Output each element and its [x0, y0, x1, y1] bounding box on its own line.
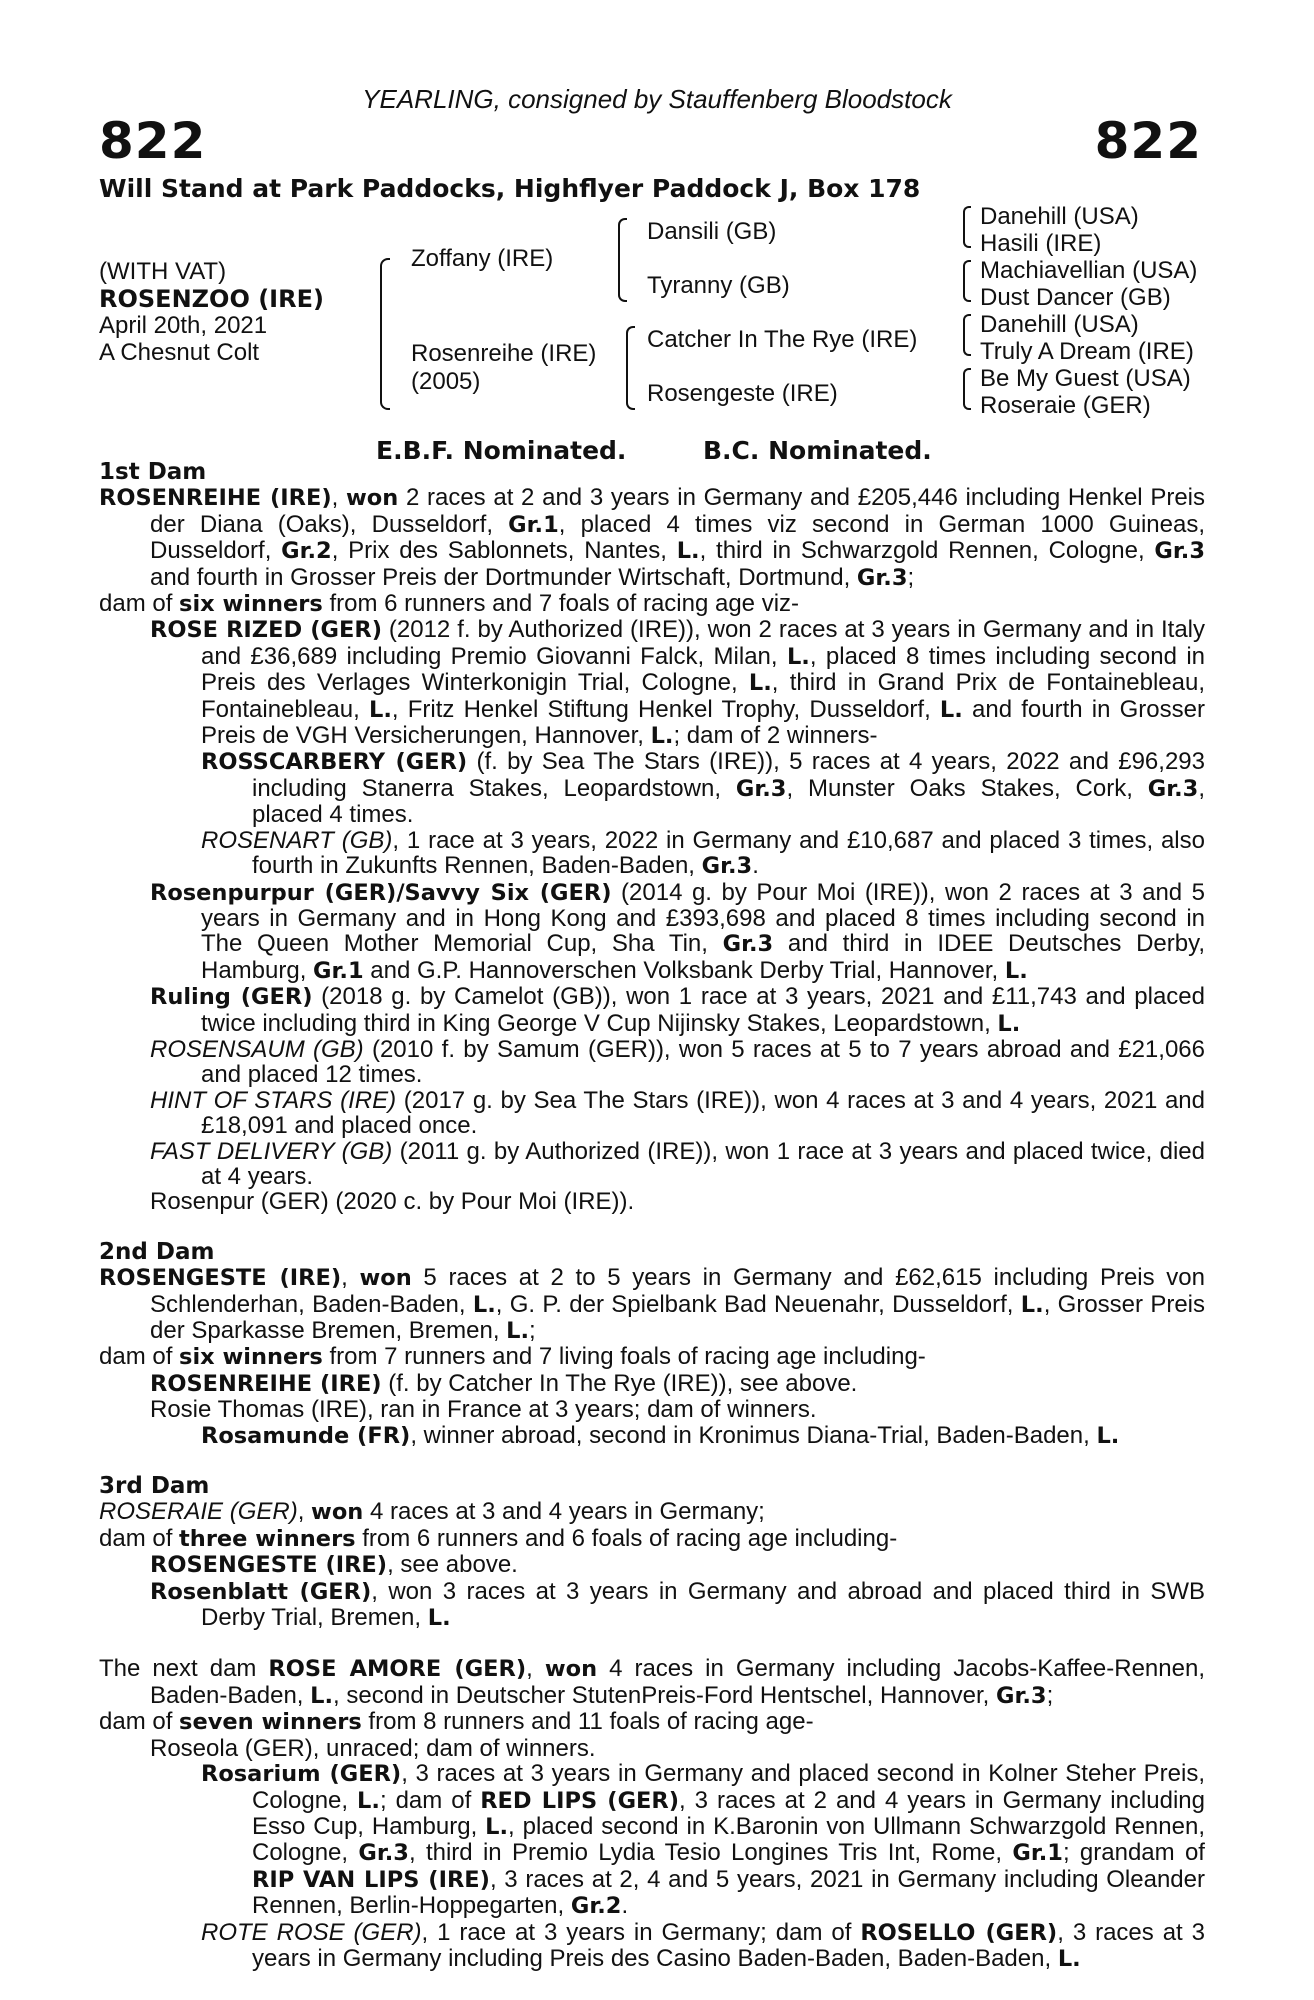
progeny-fast-delivery: FAST DELIVERY (GB) (2011 g. by Authorized (IRE)), won 1 race at 3 years and placed twice, died at 4 years. [150, 1137, 1205, 1190]
pedigree-brace-ds [963, 314, 971, 356]
bc-nomination: B.C. Nominated. [703, 436, 932, 465]
third-dam-para: ROSERAIE (GER), won 4 races at 3 and 4 years in Germany; [99, 1498, 765, 1526]
second-dam-progeny-rosenreihe: ROSENREIHE (IRE) (f. by Catcher In The Rye (IRE)), see above. [150, 1369, 858, 1397]
progeny-ruling: Ruling (GER) (2018 g. by Camelot (GB)), won 1 race at 3 years, 2021 and £11,743 and placed twice including third in King George V Cup Nijinsky Stakes, Leopardstown, L. [150, 983, 1205, 1037]
pedigree-dam-dam: Rosengeste (IRE) [647, 380, 838, 407]
next-dam-progeny-roseola: Roseola (GER), unraced; dam of winners. [150, 1734, 596, 1762]
pedigree-ggs-2: Hasili (IRE) [980, 230, 1102, 257]
progeny-rose-rized: ROSE RIZED (GER) (2012 f. by Authorized (IRE)), won 2 races at 3 years in Germany and in Italy and £36,689 including Premio Giovanni Falck, Milan, L., placed 8 times including second in Preis des Verlages Winterkonigin Trial, Cologne, L., third in Grand Prix de Fontainebleau, Fontainebleau, L., Fritz Henkel Stiftung Henkel Trophy, Dusseldorf, L. and fourth in Grosser Preis de VGH Versicherungen, Hannover, L.; dam of 2 winners- [150, 616, 1206, 750]
progeny-rosenpur: Rosenpur (GER) (2020 c. by Pour Moi (IRE)). [150, 1188, 635, 1216]
pedigree-brace-main [380, 258, 390, 410]
pedigree-sire-sire: Dansili (GB) [647, 218, 777, 245]
pedigree-dam: Rosenreihe (IRE) [411, 340, 597, 367]
pedigree-ggs-7: Be My Guest (USA) [980, 365, 1191, 392]
vat-note: (WITH VAT) [99, 258, 227, 285]
pedigree-ggs-8: Roseraie (GER) [980, 392, 1151, 419]
third-dam-progeny-rosenblatt: Rosenblatt (GER), won 3 races at 3 years in Germany and abroad and placed third in SWB Derby Trial, Bremen, L. [150, 1577, 1206, 1632]
pedigree-sire-dam: Tyranny (GB) [647, 272, 790, 299]
lot-number-left: 822 [99, 112, 207, 170]
consignment-line: YEARLING, consigned by Stauffenberg Bloodstock [362, 84, 952, 114]
pedigree-brace-ss [963, 206, 971, 248]
second-dam-para: ROSENGESTE (IRE), won 5 races at 2 to 5 years in Germany and £62,615 including Preis von Schlenderhan, Baden-Baden, L., G. P. der Spielbank Bad Neuenahr, Dusseldorf, L., Grosser Preis der Sparkasse Bremen, Bremen, L.; [99, 1264, 1206, 1344]
pedigree-brace-sire [618, 218, 627, 302]
horse-dob: April 20th, 2021 [99, 312, 268, 339]
first-dam-produce-summary: dam of six winners from 6 runners and 7 foals of racing age viz- [99, 590, 800, 618]
pedigree-brace-dam [626, 326, 635, 410]
progeny-rosenpurpur: Rosenpurpur (GER)/Savvy Six (GER) (2014 g. by Pour Moi (IRE)), won 2 races at 3 and 5 years in Germany and in Hong Kong and £393,698 and placed 8 times including second in The Queen Mother Memorial Cup, Sha Tin, Gr.3 and third in IDEE Deutsches Derby, Hamburg, Gr.1 and G.P. Hannoverschen Volksbank Derby Trial, Hannover, L. [150, 878, 1206, 984]
third-dam-progeny-rosengeste: ROSENGESTE (IRE), see above. [150, 1551, 518, 1579]
catalogue-body [99, 460, 1205, 1972]
next-dam-para: The next dam ROSE AMORE (GER), won 4 races in Germany including Jacobs-Kaffee-Rennen, Baden-Baden, L., second in Deutscher StutenPreis-Ford Hentschel, Hannover, Gr.3; [99, 1655, 1205, 1709]
pedigree-ggs-5: Danehill (USA) [980, 311, 1139, 338]
first-dam-heading: 1st Dam [99, 459, 207, 485]
progeny-hint-of-stars: HINT OF STARS (IRE) (2017 g. by Sea The Stars (IRE)), won 4 races at 3 and 4 years, 2021 and £18,091 and placed once. [150, 1086, 1206, 1140]
pedigree-ggs-6: Truly A Dream (IRE) [980, 338, 1194, 365]
pedigree-ggs-1: Danehill (USA) [980, 203, 1139, 230]
third-dam-produce-summary: dam of three winners from 6 runners and 6 foals of racing age including- [99, 1524, 898, 1552]
second-dam-progeny-rosamunde: Rosamunde (FR), winner abroad, second in Kronimus Diana-Trial, Baden-Baden, L. [201, 1421, 1120, 1449]
second-dam-progeny-rosie-thomas: Rosie Thomas (IRE), ran in France at 3 years; dam of winners. [150, 1396, 817, 1424]
pedigree-dam-year: (2005) [411, 368, 481, 395]
third-dam-heading: 3rd Dam [99, 1473, 210, 1500]
progeny-rosenart: ROSENART (GB), 1 race at 3 years, 2022 in Germany and £10,687 and placed 3 times, also fourth in Zukunfts Rennen, Baden-Baden, Gr.3. [201, 826, 1205, 880]
pedigree-ggs-3: Machiavellian (USA) [980, 257, 1198, 284]
stand-location: Will Stand at Park Paddocks, Highflyer Paddock J, Box 178 [99, 174, 921, 203]
pedigree-sire: Zoffany (IRE) [411, 245, 554, 272]
progeny-rosscarbery: ROSSCARBERY (GER) (f. by Sea The Stars (IRE)), 5 races at 4 years, 2022 and £96,293 including Stanerra Stakes, Leopardstown, Gr.3, Munster Oaks Stakes, Cork, Gr.3, placed 4 times. [201, 748, 1205, 829]
first-dam-para: ROSENREIHE (IRE), won 2 races at 2 and 3 years in Germany and £205,446 including Henkel Preis der Diana (Oaks), Dusseldorf, Gr.1, placed 4 times viz second in German 1000 Guineas, Dusseldorf, Gr.2, Prix des Sablonnets, Nantes, L., third in Schwarzgold Rennen, Cologne, Gr.3 and fourth in Grosser Preis der Dortmunder Wirtschaft, Dortmund, Gr.3; [99, 484, 1206, 591]
next-dam-produce-summary: dam of seven winners from 8 runners and 11 foals of racing age- [99, 1708, 814, 1736]
ebf-nomination: E.B.F. Nominated. [376, 436, 627, 465]
horse-description: A Chesnut Colt [99, 339, 260, 366]
pedigree-ggs-4: Dust Dancer (GB) [980, 284, 1171, 311]
progeny-rosensaum: ROSENSAUM (GB) (2010 f. by Samum (GER)), won 5 races at 5 to 7 years abroad and £21,066 and placed 12 times. [150, 1035, 1205, 1089]
next-dam-progeny-rosarium: Rosarium (GER), 3 races at 3 years in Germany and placed second in Kolner Steher Preis, Cologne, L.; dam of RED LIPS (GER), 3 races at 2 and 4 years in Germany including Esso Cup, Hamburg, L., placed second in K.Baronin von Ullmann Schwarzgold Rennen, Cologne, Gr.3, third in Premio Lydia Tesio Longines Tris Int, Rome, Gr.1; grandam of RIP VAN LIPS (IRE), 3 races at 2, 4 and 5 years, 2021 in Germany including Oleander Rennen, Berlin-Hoppegarten, Gr.2. [201, 1760, 1205, 1920]
lot-number-right: 822 [1094, 112, 1202, 170]
next-dam-progeny-rote-rose: ROTE ROSE (GER), 1 race at 3 years in Germany; dam of ROSELLO (GER), 3 races at 3 years in Germany including Preis des Casino Baden-Baden, Baden-Baden, L. [201, 1918, 1206, 1972]
pedigree-brace-sd [963, 260, 971, 302]
pedigree-dam-sire: Catcher In The Rye (IRE) [647, 326, 918, 353]
second-dam-heading: 2nd Dam [99, 1238, 215, 1265]
pedigree-brace-dd [963, 368, 971, 410]
horse-name: ROSENZOO (IRE) [99, 285, 324, 313]
second-dam-produce-summary: dam of six winners from 7 runners and 7 living foals of racing age including- [99, 1343, 926, 1371]
